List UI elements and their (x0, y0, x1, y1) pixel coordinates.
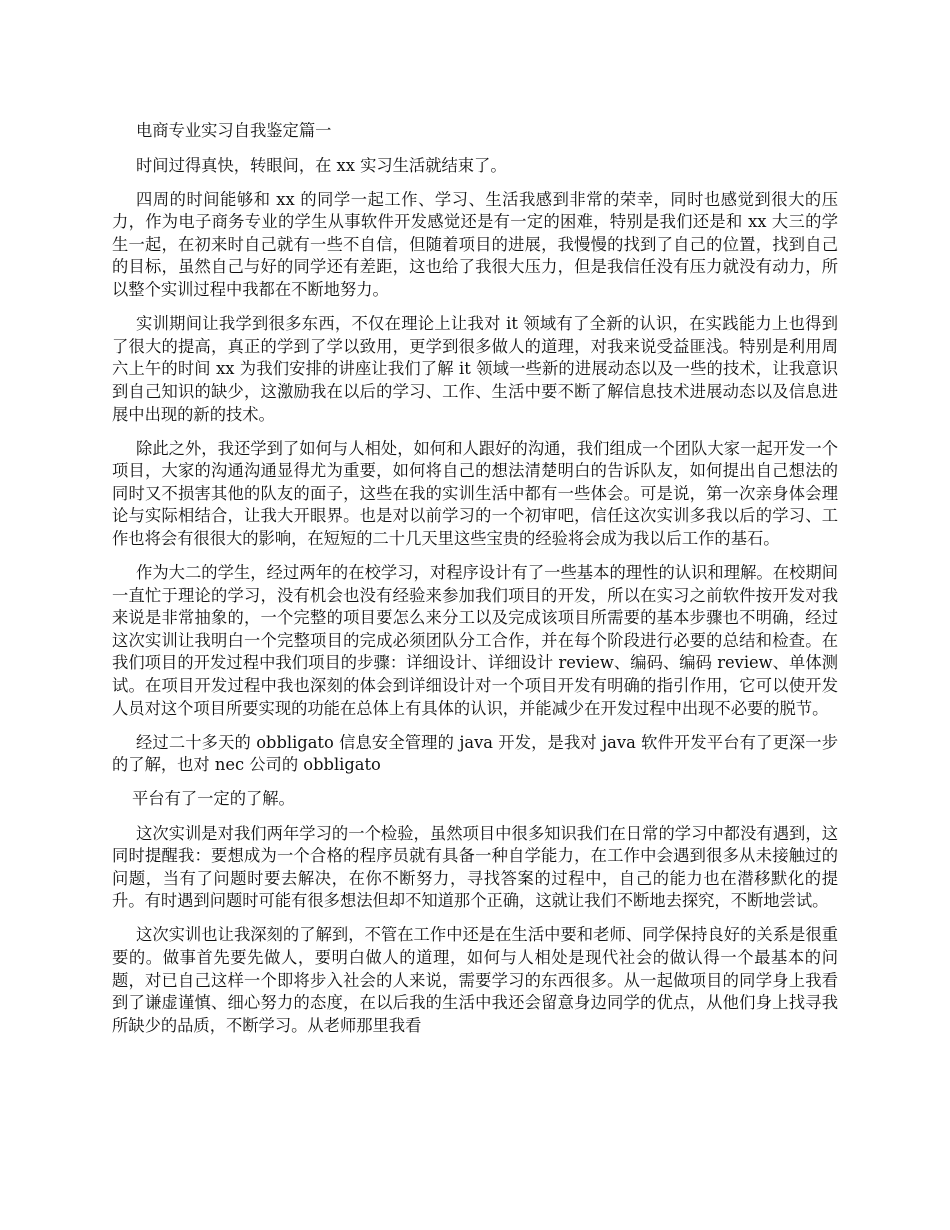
paragraph: 作为大二的学生，经过两年的在校学习，对程序设计有了一些基本的理性的认识和理解。在校期间一直忙于理论的学习，没有机会也没有经验来参加我们项目的开发，所以在实习之前软件按开发对我来说是非常抽象的，一个完整的项目要怎么来分工以及完成该项目所需要的基本步骤也不明确，经过这次实训让我明白一个完整项目的完成必须团队分工合作，并在每个阶段进行必要的总结和检查。在我们项目的开发过程中我们项目的步骤：详细设计、详细设计 review、编码、编码 review、单体测试。在项目开发过程中我也深刻的体会到详细设计对一个项目开发有明确的指引作用，它可以使开发人员对这个项目所要实现的功能在总体上有具体的认识，并能减少在开发过程中出现不必要的脱节。 (112, 563, 838, 718)
paragraph: 实训期间让我学到很多东西，不仅在理论上让我对 it 领域有了全新的认识，在实践能力上也得到了很大的提高，真正的学到了学以致用，更学到很多做人的道理，对我来说受益匪浅。特别是利用周六上午的时间 xx 为我们安排的讲座让我们了解 it 领域一些新的进展动态以及一些的技术，让我意识到自己知识的缺少，这激励我在以后的学习、工作、生活中要不断了解信息技术进展动态以及信息进展中出现的新的技术。 (112, 314, 838, 424)
paragraph: 除此之外，我还学到了如何与人相处，如何和人跟好的沟通，我们组成一个团队大家一起开发一个项目，大家的沟通沟通显得尤为重要，如何将自己的想法清楚明白的告诉队友，如何提出自己想法的同时又不损害其他的队友的面子，这些在我的实训生活中都有一些体会。可是说，第一次亲身体会理论与实际相结合，让我大开眼界。也是对以前学习的一个初审吧，信任这次实训多我以后的学习、工作也将会有很很大的影响，在短短的二十几天里这些宝贵的经验将会成为我以后工作的基石。 (112, 438, 838, 548)
paragraph: 这次实训也让我深刻的了解到，不管在工作中还是在生活中要和老师、同学保持良好的关系是很重要的。做事首先要先做人，要明白做人的道理，如何与人相处是现代社会的做认得一个最基本的问题，对已自己这样一个即将步入社会的人来说，需要学习的东西很多。从一起做项目的同学身上我看到了谦虚谨慎、细心努力的态度，在以后我的生活中我还会留意身边同学的优点，从他们身上找寻我所缺少的品质，不断学习。从老师那里我看 (112, 925, 838, 1035)
document-page (112, 120, 838, 1049)
paragraph: 平台有了一定的了解。 (132, 789, 295, 809)
document-title: 电商专业实习自我鉴定篇一 (136, 121, 332, 140)
paragraph: 这次实训是对我们两年学习的一个检验，虽然项目中很多知识我们在日常的学习中都没有遇到，这同时提醒我：要想成为一个合格的程序员就有具备一种自学能力，在工作中会遇到很多从未接触过的问题，当有了问题时要去解决，在你不断努力，寻找答案的过程中，自己的能力也在潜移默化的提升。有时遇到问题时可能有很多想法但却不知道那个正确，这就让我们不断地去探究，不断地尝试。 (112, 823, 838, 911)
paragraph: 经过二十多天的 obbligato 信息安全管理的 java 开发，是我对 java 软件开发平台有了更深一步的了解，也对 nec 公司的 obbligato (112, 732, 838, 775)
paragraph: 四周的时间能够和 xx 的同学一起工作、学习、生活我感到非常的荣幸，同时也感觉到很大的压力，作为电子商务专业的学生从事软件开发感觉还是有一定的困难，特别是我们还是和 xx 大三的学生一起，在初来时自己就有一些不自信，但随着项目的进展，我慢慢的找到了自己的位置，找到自己的目标，虽然自己与好的同学还有差距，这也给了我很大压力，但是我信任没有压力就没有动力，所以整个实训过程中我都在不断地努力。 (112, 189, 838, 300)
paragraph: 时间过得真快，转眼间，在 xx 实习生活就结束了。 (136, 155, 507, 175)
